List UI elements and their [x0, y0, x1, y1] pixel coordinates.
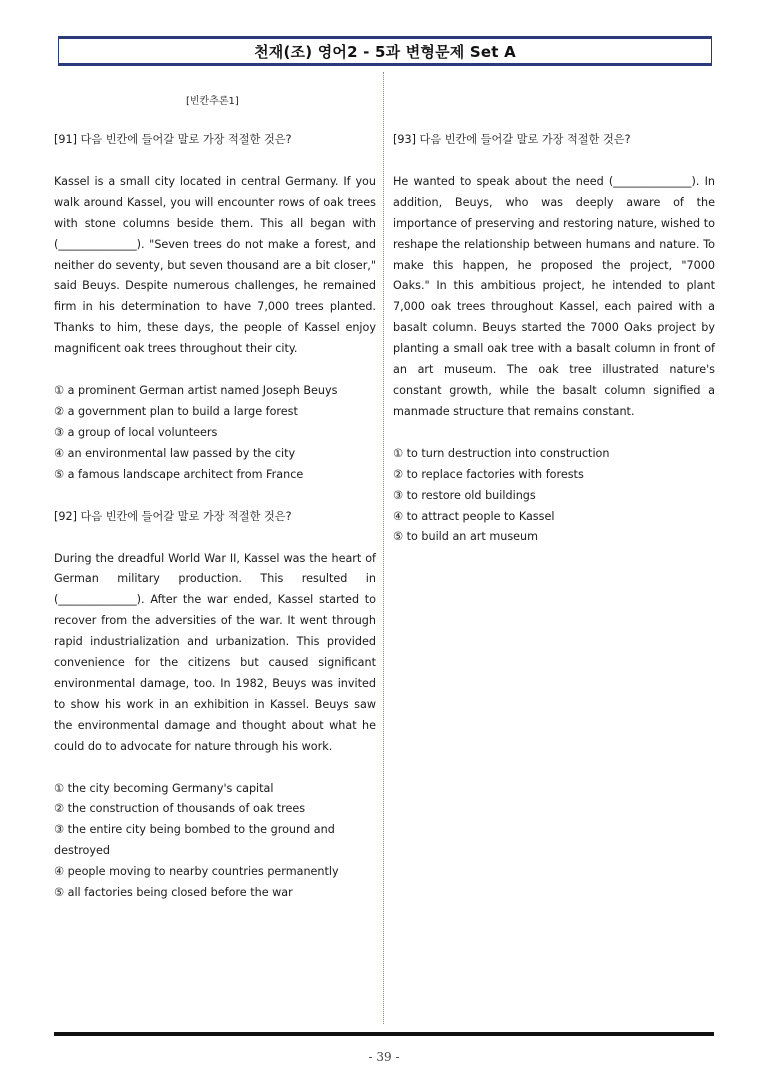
question-passage: Kassel is a small city located in central Germany. If you walk around Kassel, you will encounter rows of oak trees with stone columns beside them. This all began with (______________). "Seven trees do not make a forest, and neither do seventy, but seven thousand are a bit closer," said Beuys. Despite numerous challenges, he remained firm in his determination to have 7,000 trees planted. Thanks to him, these days, the people of Kassel enjoy magnificent oak trees throughout their city. [54, 174, 376, 356]
answer-option: ② a government plan to build a large forest [54, 404, 298, 418]
answer-option: ① to turn destruction into construction [393, 446, 610, 460]
question-prompt: [93] 다음 빈칸에 들어갈 말로 가장 적절한 것은? [393, 133, 631, 146]
question-prompt: [91] 다음 빈칸에 들어갈 말로 가장 적절한 것은? [54, 133, 292, 146]
answer-option: ① the city becoming Germany's capital [54, 781, 274, 795]
answer-option: ③ the entire city being bombed to the ground and destroyed [54, 823, 335, 858]
answer-option: ② to replace factories with forests [393, 467, 584, 481]
question-passage: During the dreadful World War II, Kassel was the heart of German military production. This resulted in (______________). After the war ended, Kassel started to recover from the adversities of the war. It went through rapid industrialization and urbanization. This provided convenience for the citizens but caused significant environmental damage, too. In 1982, Beuys was invited to show his work in an exhibition in Kassel. Beuys saw the environmental damage and thought about what he could do to advocate for nature through his work. [54, 551, 376, 753]
answer-options [54, 779, 376, 904]
answer-option: ③ to restore old buildings [393, 488, 536, 502]
answer-option: ③ a group of local volunteers [54, 425, 218, 439]
answer-option: ② the construction of thousands of oak trees [54, 802, 306, 816]
answer-option: ④ people moving to nearby countries permanently [54, 865, 339, 879]
question-passage: He wanted to speak about the need (______________). In addition, Beuys, who was deeply aware of the importance of preserving and restoring nature, wished to reshape the relationship between humans and nature. To make this happen, he proposed the project, "7000 Oaks." In this ambitious project, he intended to plant 7,000 oak trees throughout Kassel, each paired with a basalt column. Beuys started the 7000 Oaks project by planting a small oak tree with a basalt column in front of an art museum. The oak tree illustrated nature's constant growth, while the basalt column signified a manmade structure that remains constant. [393, 174, 715, 418]
page-title: 천재(조) 영어2 - 5과 변형문제 Set A [254, 42, 516, 61]
page-number: - 39 - [368, 1050, 400, 1064]
question-91 [54, 130, 376, 486]
bottom-rule [54, 1032, 714, 1036]
answer-option: ④ an environmental law passed by the city [54, 446, 296, 460]
answer-option: ⑤ to build an art museum [393, 530, 539, 544]
left-column [54, 130, 376, 925]
answer-option: ① a prominent German artist named Joseph Beuys [54, 384, 338, 398]
right-column [393, 130, 715, 569]
column-divider [383, 72, 384, 1024]
header-title-box [58, 36, 712, 66]
answer-options [54, 381, 376, 486]
question-prompt: [92] 다음 빈칸에 들어갈 말로 가장 적절한 것은? [54, 509, 292, 523]
section-tag: [빈칸추론1] [186, 96, 239, 107]
question-92 [54, 507, 376, 904]
answer-option: ⑤ all factories being closed before the war [54, 886, 293, 900]
answer-option: ④ to attract people to Kassel [393, 509, 555, 523]
question-93 [393, 130, 715, 548]
answer-option: ⑤ a famous landscape architect from France [54, 467, 304, 481]
answer-options [393, 444, 715, 549]
